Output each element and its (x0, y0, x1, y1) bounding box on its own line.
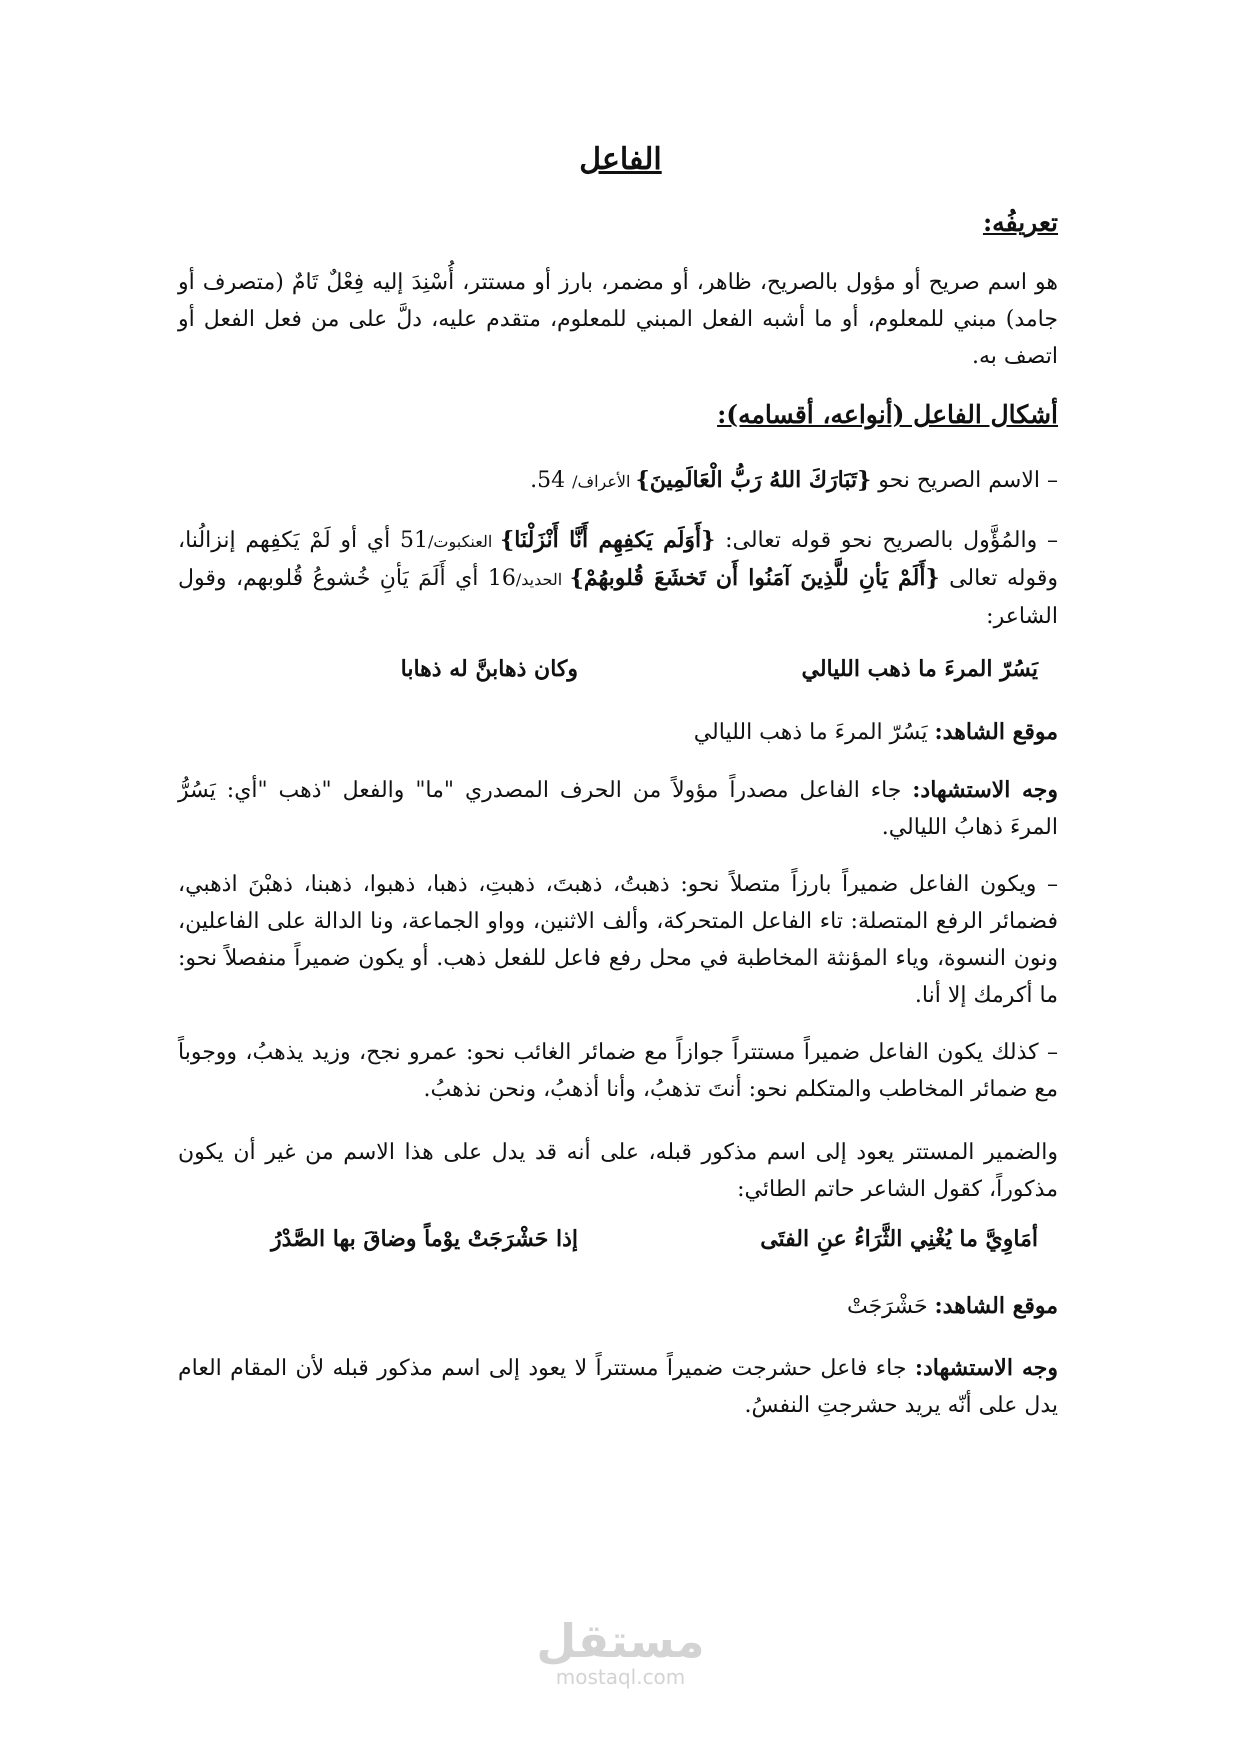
hidden-pronoun-reference-paragraph: والضمير المستتر يعود إلى اسم مذكور قبله، على أنه قد يدل على هذا الاسم من غير أن يكون مذكوراً، كقول الشاعر حاتم الطائي: (178, 1140, 1058, 1202)
explicit-noun-paragraph: – الاسم الصريح نحو {تَبَارَكَ اللهُ رَبُّ الْعَالَمِينَ} الأعراف/ 54. (530, 467, 1058, 493)
quran-source: الحديد/ (515, 570, 570, 589)
verse-second-hemistich: إذا حَشْرَجَتْ يوْماً وضاقَ بها الصَّدْرُ (271, 1226, 578, 1252)
definition-heading: تعريفُه: (982, 208, 1058, 237)
quran-quote: {تَبَارَكَ اللهُ رَبُّ الْعَالَمِينَ} (635, 467, 872, 493)
quran-quote: {أَوَلَم يَكفِهِم أَنَّا أَنْزَلْنَا} (500, 527, 716, 553)
citation-reason-paragraph: وجه الاستشهاد: جاء فاعل حشرجت ضميراً مستتراً لا يعود إلى اسم مذكور قبله لأن المقام العام يدل على أنّه يريد حشرجتِ النفسُ. (178, 1355, 1058, 1418)
mostaql-watermark (0, 1616, 1241, 1688)
quran-quote: {أَلَمْ يَأنِ للَّذِينَ آمَنُوا أَن تَخشَعَ قُلوبهُمْ} (569, 565, 940, 591)
witness-line: موقع الشاهد: حَشْرَجَتْ (846, 1293, 1058, 1319)
verse-first-hemistich: أمَاوِيَّ ما يُغْنِي الثَّرَاءُ عنِ الفتَى (760, 1226, 1038, 1252)
attached-pronoun-paragraph: – ويكون الفاعل ضميراً بارزاً متصلاً نحو: ذهبتُ، ذهبتَ، ذهبتِ، ذهبا، ذهبوا، ذهبنا، ذهبْنَ اذهبي، فضمائر الرفع المتصلة: تاء الفاعل المتحركة، وألف الاثنين، وواو الجماعة، ونا الدالة على الفاعلين، ونون النسوة، وياء المؤنثة المخاطبة في محل رفع فاعل للفعل ذهب. أو يكون ضميراً منفصلاً نحو: ما أكرمك إلا أنا. (178, 872, 1058, 1008)
verse-second-hemistich: وكان ذهابنَّ له ذهابا (400, 656, 578, 682)
witness-line: موقع الشاهد: يَسُرّ المرءَ ما ذهب الليالي (693, 719, 1058, 745)
citation-reason-paragraph: وجه الاستشهاد: جاء الفاعل مصدراً مؤولاً من الحرف المصدري "ما" والفعل "ذهب "أي: يَسُرُّ المرءَ ذهابُ الليالي. (178, 777, 1059, 840)
interpreted-noun-paragraph: – والمُؤَّول بالصريح نحو قوله تعالى: {أَوَلَم يَكفِهِم أَنَّا أَنْزَلْنَا} العنكبوت/51 أي أو لَمْ يَكفِهم إنزالُنا، وقوله تعالى {أَلَمْ يَأنِ للَّذِينَ آمَنُوا أَن تَخشَعَ قُلوبهُمْ} الحديد/16 أي أَلَمَ يَأنِ خُشوعُ قُلوبهم، وقول الشاعر: (178, 527, 1059, 629)
verse-first-hemistich: يَسُرّ المرءَ ما ذهب الليالي (801, 656, 1038, 682)
quran-source: العنكبوت/ (428, 532, 501, 551)
hidden-pronoun-paragraph: – كذلك يكون الفاعل ضميراً مستتراً جوازاً مع ضمائر الغائب نحو: عمرو نجح، وزيد يذهبُ، ووجوباً مع ضمائر المخاطب والمتكلم نحو: أنتَ تذهبُ، وأنا أذهبُ، ونحن نذهبُ. (178, 1040, 1058, 1102)
definition-paragraph: هو اسم صريح أو مؤول بالصريح، ظاهر، أو مضمر، بارز أو مستتر، أُسْنِدَ إليه فِعْلٌ تَامٌ (متصرف أو جامد) مبني للمعلوم، أو ما أشبه الفعل المبني للمعلوم، متقدم عليه، دلَّ على من فعل الفعل أو اتصف به. (178, 270, 1058, 369)
quran-source: الأعراف/ (572, 472, 636, 491)
watermark-url: mostaql.com (555, 1665, 686, 1689)
forms-heading: أشكال الفاعل (أنواعه، أقسامه): (717, 400, 1058, 429)
page-title: الفاعل (579, 142, 662, 177)
watermark-logo-text: مستقل (536, 1614, 705, 1668)
